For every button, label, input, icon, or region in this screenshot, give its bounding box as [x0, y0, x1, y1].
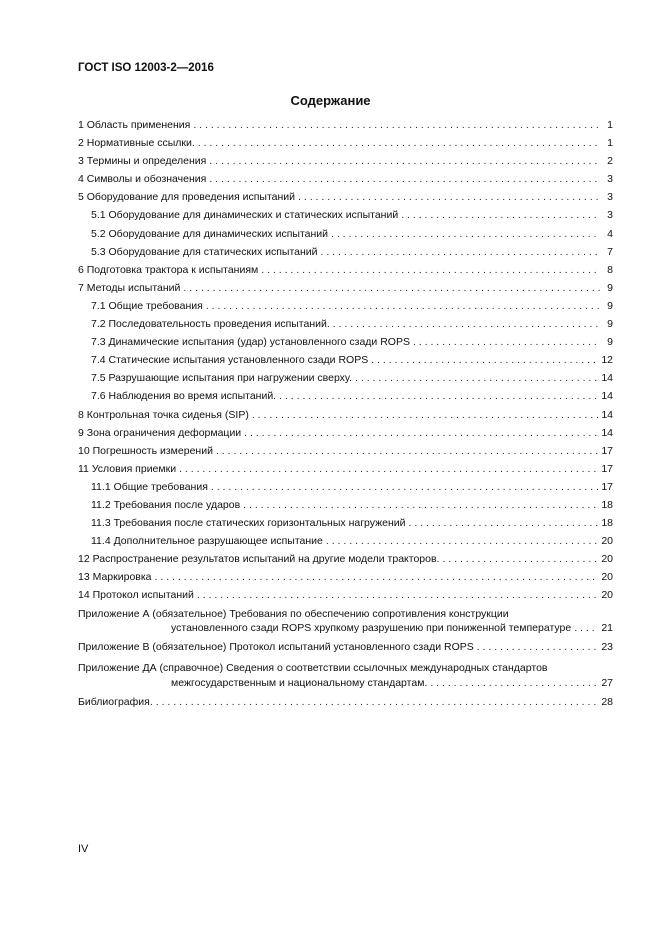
toc-entry-page: 14	[601, 426, 613, 439]
toc-entry-title: 12 Распространение результатов испытаний на другие модели тракторов.	[78, 553, 440, 566]
toc-entry-page: 21	[601, 622, 613, 635]
leader-dots	[331, 228, 600, 240]
toc-subentry[interactable]	[78, 481, 613, 499]
toc-entry-page: 9	[607, 336, 613, 349]
toc-appendix-a[interactable]	[78, 608, 613, 641]
toc-entry[interactable]	[78, 282, 613, 300]
appendix-a-continuation	[78, 622, 613, 640]
toc-entry[interactable]	[78, 137, 613, 155]
toc-entry-page: 14	[601, 408, 613, 421]
toc-entry-title: 4 Символы и обозначения	[78, 173, 207, 186]
toc-entry-title: 7.4 Статические испытания установленного сзади ROPS	[91, 354, 369, 367]
toc-subentry[interactable]	[78, 318, 613, 336]
toc-subentry[interactable]	[78, 535, 613, 553]
leader-dots	[401, 209, 600, 221]
leader-dots	[209, 155, 600, 167]
appendix-da-continuation	[78, 677, 613, 695]
toc-entry-page: 8	[607, 263, 613, 276]
toc-subentry[interactable]	[78, 300, 613, 318]
toc-entry-title: 11.4 Дополнительное разрушающее испытание	[91, 535, 323, 548]
leader-dots	[193, 119, 600, 131]
leader-dots	[244, 427, 598, 439]
toc-entry-title: 8 Контрольная точка сиденья (SIP)	[78, 408, 249, 421]
leader-dots	[197, 589, 598, 601]
toc-entry-page: 17	[601, 444, 613, 457]
toc-entry-title: 5 Оборудование для проведения испытаний	[78, 191, 296, 204]
toc-entry[interactable]	[78, 445, 613, 463]
leader-dots	[321, 246, 600, 258]
toc-entry[interactable]	[78, 589, 613, 607]
toc-entry[interactable]	[78, 119, 613, 137]
leader-dots	[183, 282, 600, 294]
toc-entry-page: 20	[601, 535, 613, 548]
leader-dots	[409, 517, 599, 529]
toc-entry-page: 4	[607, 227, 613, 240]
toc-entry-page: 17	[601, 462, 613, 475]
toc-subentry[interactable]	[78, 372, 613, 390]
toc-entry-page: 18	[601, 498, 613, 511]
leader-dots	[216, 445, 598, 457]
toc-entry-title: 11.2 Требования после ударов	[91, 498, 241, 511]
table-of-contents	[78, 119, 613, 714]
toc-entry-title: 7.5 Разрушающие испытания при нагружении сверху.	[91, 372, 353, 385]
toc-entry-page: 2	[607, 155, 613, 168]
toc-subentry[interactable]	[78, 209, 613, 227]
toc-entry[interactable]	[78, 264, 613, 282]
toc-subentry[interactable]	[78, 390, 613, 408]
toc-subentry[interactable]	[78, 336, 613, 354]
toc-entry[interactable]	[78, 191, 613, 209]
leader-dots	[252, 409, 598, 421]
appendix-da-subtitle: межгосударственным и национальному стандартам.	[171, 676, 428, 689]
toc-entry-title: 5.1 Оборудование для динамических и статических испытаний	[91, 209, 399, 222]
toc-subentry[interactable]	[78, 228, 613, 246]
toc-entry-title: 11.3 Требования после статических горизонтальных нагружений	[91, 517, 406, 530]
leader-dots	[243, 499, 598, 511]
bibliography-title: Библиография.	[78, 695, 153, 708]
leader-dots	[179, 463, 598, 475]
leader-dots	[209, 173, 600, 185]
toc-entry-page: 12	[601, 354, 613, 367]
toc-entry-title: 7.1 Общие требования	[91, 299, 203, 312]
toc-subentry[interactable]	[78, 499, 613, 517]
leader-dots	[211, 481, 598, 493]
toc-entry-page: 23	[601, 641, 613, 654]
toc-entry-page: 27	[601, 676, 613, 689]
toc-entry-title: 9 Зона ограничения деформации	[78, 426, 242, 439]
leader-dots	[574, 622, 598, 634]
toc-entry[interactable]	[78, 409, 613, 427]
toc-entry[interactable]	[78, 173, 613, 191]
leader-dots	[413, 336, 600, 348]
leader-dots	[198, 137, 600, 149]
toc-entry-page: 3	[607, 173, 613, 186]
toc-entry-title: 11.1 Общие требования	[91, 480, 208, 493]
appendix-b-title: Приложение В (обязательное) Протокол испытаний установленного сзади ROPS	[78, 641, 474, 654]
toc-entry-title: 13 Маркировка	[78, 571, 152, 584]
toc-entry-title: 6 Подготовка трактора к испытаниям	[78, 263, 259, 276]
toc-entry-title: 11 Условия приемки	[78, 462, 177, 475]
toc-bibliography[interactable]	[78, 696, 613, 714]
toc-entry-page: 3	[607, 209, 613, 222]
page-number: IV	[78, 843, 89, 855]
toc-entry-page: 1	[607, 137, 613, 150]
toc-appendix-da[interactable]	[78, 662, 613, 695]
document-header: ГОСТ ISO 12003-2—2016	[78, 62, 214, 74]
leader-dots	[430, 677, 598, 689]
toc-entry-title: 14 Протокол испытаний	[78, 589, 194, 602]
appendix-a-title: Приложение А (обязательное) Требования по обеспечению сопротивления конструкции	[78, 607, 509, 620]
toc-entry-title: 7 Методы испытаний	[78, 281, 181, 294]
toc-subentry[interactable]	[78, 246, 613, 264]
toc-entry-page: 18	[601, 517, 613, 530]
appendix-a-subtitle: установленного сзади ROPS хрупкому разрушению при пониженной температуре	[171, 622, 572, 635]
toc-entry-title: 10 Погрешность измерений	[78, 444, 213, 457]
toc-entry-title: 1 Область применения	[78, 119, 191, 131]
leader-dots	[298, 191, 600, 203]
leader-dots	[279, 390, 598, 402]
toc-entry-page: 20	[601, 571, 613, 584]
toc-entry-page: 1	[607, 119, 613, 131]
page-title: Содержание	[290, 93, 371, 108]
toc-entry-title: 3 Термины и определения	[78, 155, 207, 168]
toc-entry[interactable]	[78, 553, 613, 571]
toc-entry-page: 17	[601, 480, 613, 493]
toc-entry[interactable]	[78, 427, 613, 445]
leader-dots	[206, 300, 600, 312]
toc-entry-title: 5.3 Оборудование для статических испытаний	[91, 245, 318, 258]
toc-entry-title: 7.2 Последовательность проведения испытаний.	[91, 318, 330, 331]
leader-dots	[371, 354, 598, 366]
toc-entry-page: 9	[607, 281, 613, 294]
toc-entry-page: 14	[601, 390, 613, 403]
leader-dots	[333, 318, 600, 330]
leader-dots	[477, 641, 599, 653]
toc-appendix-b[interactable]	[78, 641, 613, 659]
leader-dots	[261, 264, 600, 276]
toc-entry[interactable]	[78, 463, 613, 481]
toc-subentry[interactable]	[78, 354, 613, 372]
toc-entry-page: 20	[601, 553, 613, 566]
toc-entry[interactable]	[78, 571, 613, 589]
toc-subentry[interactable]	[78, 517, 613, 535]
toc-entry-page: 3	[607, 191, 613, 204]
toc-entry-page: 9	[607, 318, 613, 331]
leader-dots	[355, 372, 598, 384]
toc-entry-page: 7	[607, 245, 613, 258]
toc-entry-title: 7.6 Наблюдения во время испытаний.	[91, 390, 277, 403]
appendix-da-title: Приложение ДА (справочное) Сведения о соответствии ссылочных международных стандартов	[78, 662, 548, 675]
toc-entry-title: 2 Нормативные ссылки.	[78, 137, 195, 150]
toc-entry-page: 9	[607, 299, 613, 312]
toc-entry-page: 28	[601, 695, 613, 708]
toc-entry-title: 5.2 Оборудование для динамических испытаний	[91, 227, 329, 240]
toc-entry-title: 7.3 Динамические испытания (удар) установленного сзади ROPS	[91, 336, 410, 349]
leader-dots	[442, 553, 598, 565]
toc-entry[interactable]	[78, 155, 613, 173]
leader-dots	[326, 535, 598, 547]
leader-dots	[156, 696, 599, 708]
toc-entry-page: 20	[601, 589, 613, 602]
leader-dots	[155, 571, 599, 583]
toc-entry-page: 14	[601, 372, 613, 385]
